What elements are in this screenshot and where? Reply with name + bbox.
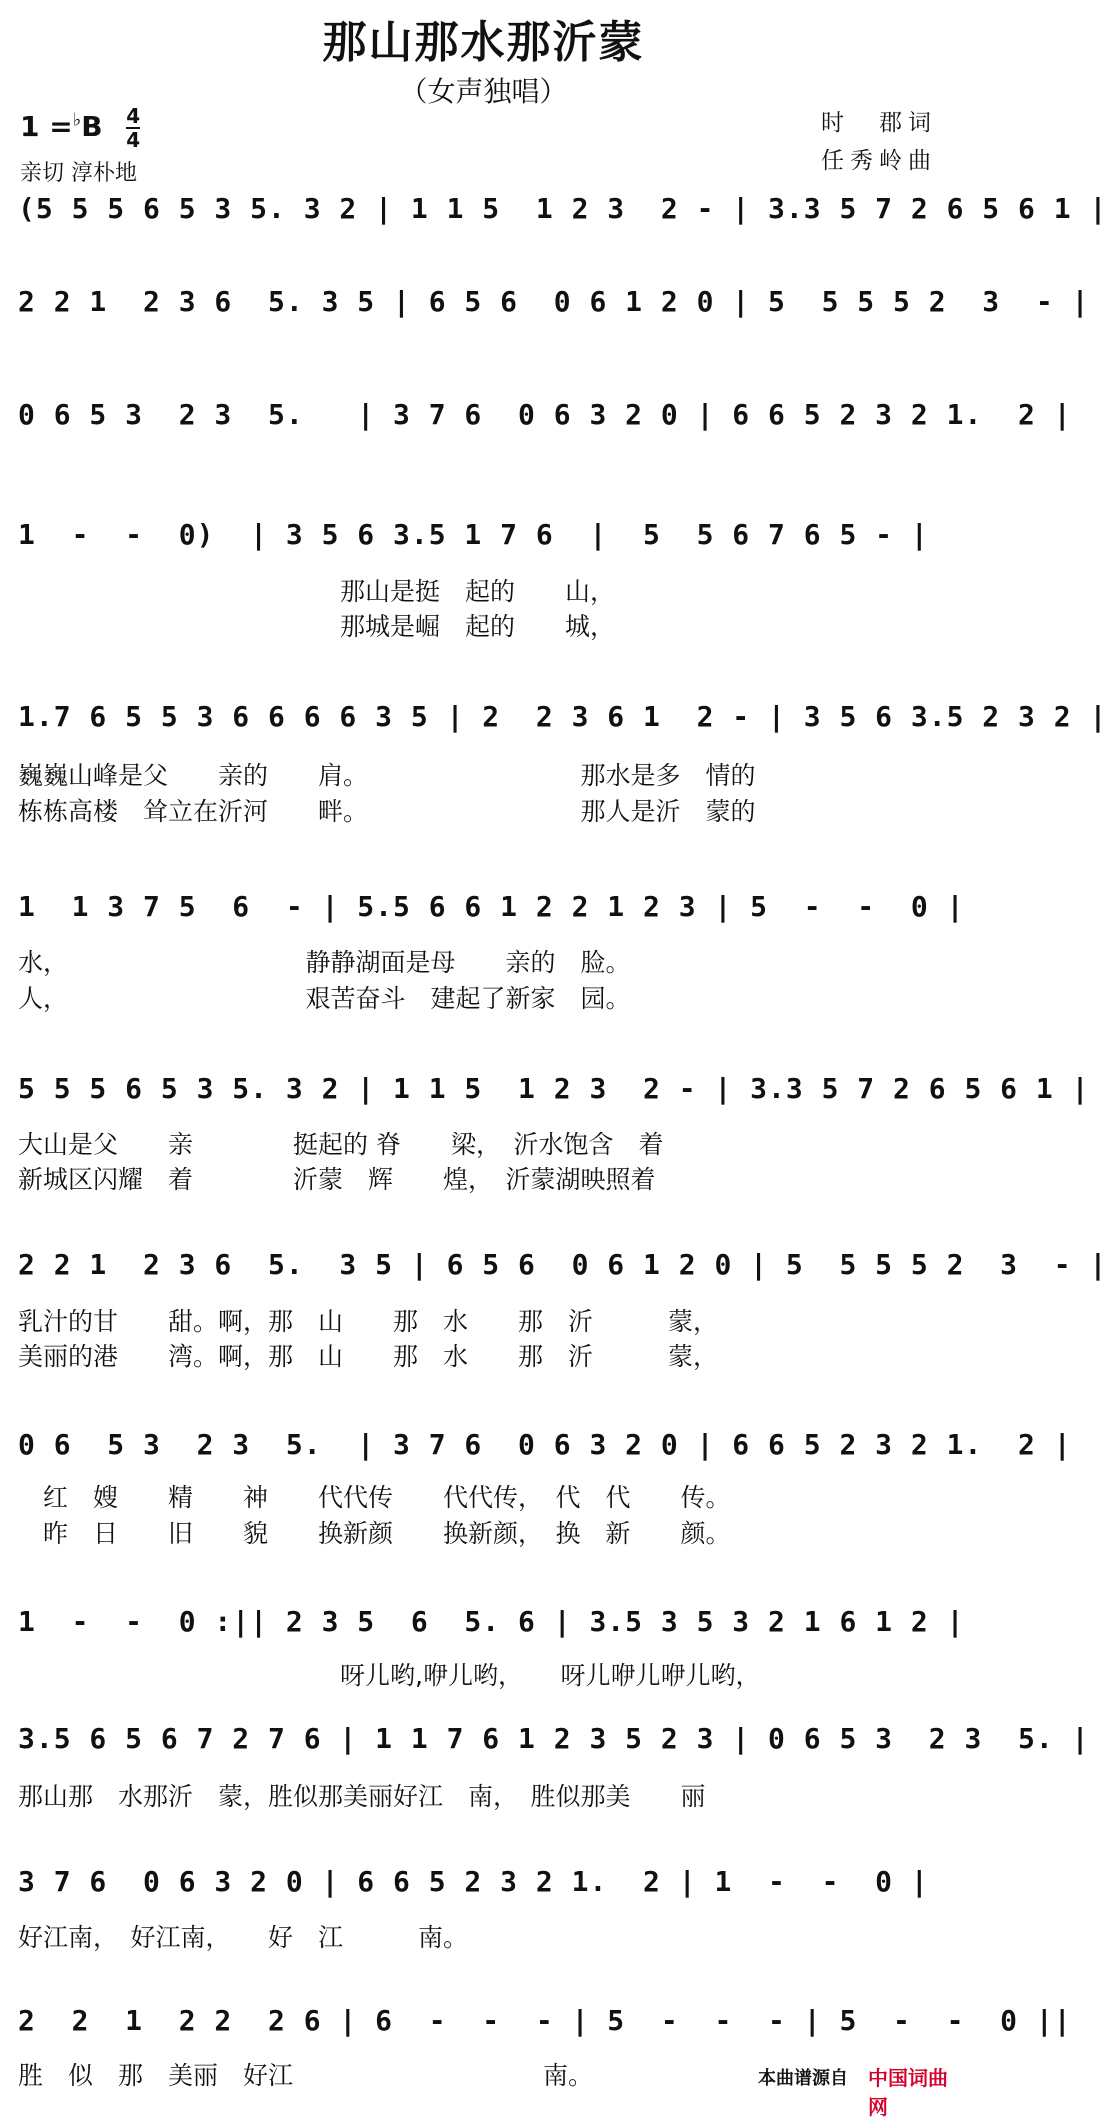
lyricist-credit: 时 郡词 bbox=[821, 110, 937, 136]
lyric-6-verse-2: 人， 艰苦奋斗 建起了新家 园。 bbox=[18, 984, 631, 1013]
lyric-13: 胜 似 那 美丽 好江 南。 bbox=[18, 2061, 594, 2090]
time-bottom: 4 bbox=[126, 128, 141, 152]
key-signature bbox=[20, 105, 140, 151]
lyric-6-verse-1: 水， 静静湖面是母 亲的 脸。 bbox=[18, 948, 631, 977]
score-row-3: 0 6 5 3 2 3 5. | 3 7 6 0 6 3 2 0 | 6 6 5 2 3 2 1. 2 | bbox=[18, 398, 1072, 431]
lyric-11: 那山那 水那沂 蒙，胜似那美丽好江 南， 胜似那美 丽 bbox=[18, 1782, 706, 1811]
song-subtitle: （女声独唱） bbox=[399, 75, 568, 108]
lyric-10: 呀儿哟,咿儿哟， 呀儿咿儿咿儿哟， bbox=[340, 1661, 761, 1690]
score-row-9: 0 6 5 3 2 3 5. | 3 7 6 0 6 3 2 0 | 6 6 5 2 3 2 1. 2 | bbox=[18, 1428, 1072, 1461]
score-row-12: 3 7 6 0 6 3 2 0 | 6 6 5 2 3 2 1. 2 | 1 - - 0 | bbox=[18, 1865, 929, 1898]
lyric-5-verse-2: 栋栋高楼 耸立在沂河 畔。 那人是沂 蒙的 bbox=[18, 797, 756, 826]
lyric-8-verse-2: 美丽的港 湾。啊，那 山 那 水 那 沂 蒙， bbox=[18, 1342, 719, 1371]
score-row-2: 2 2 1 2 3 6 5. 3 5 | 6 5 6 0 6 1 2 0 | 5 5 5 5 2 3 - | bbox=[18, 285, 1090, 318]
lyric-7-verse-1: 大山是父 亲 挺起的 脊 梁， 沂水饱含 着 bbox=[18, 1130, 664, 1159]
key-note: B bbox=[81, 110, 103, 143]
score-row-4: 1 - - 0) | 3 5 6 3.5 1 7 6 | 5 5 6 7 6 5 - | bbox=[18, 518, 929, 551]
composer-credit: 任秀岭曲 bbox=[821, 148, 937, 174]
score-row-10: 1 - - 0 :|| 2 3 5 6 5. 6 | 3.5 3 5 3 2 1 6 1 2 | bbox=[18, 1605, 965, 1638]
score-row-5: 1.7 6 5 5 3 6 6 6 6 3 5 | 2 2 3 6 1 2 - | 3 5 6 3.5 2 3 2 | bbox=[18, 700, 1107, 733]
tempo-marking: 亲切 淳朴地 bbox=[20, 161, 137, 186]
lyric-4-verse-2: 那城是崛 起的 城， bbox=[340, 612, 616, 641]
lyric-8-verse-1: 乳汁的甘 甜。啊，那 山 那 水 那 沂 蒙， bbox=[18, 1307, 719, 1336]
time-signature bbox=[126, 105, 140, 151]
lyric-9-verse-2: 昨 日 旧 貌 换新颜 换新颜， 换 新 颜。 bbox=[18, 1519, 731, 1548]
site-watermark[interactable]: 中国词曲网 bbox=[868, 2066, 948, 2119]
lyric-12: 好江南， 好江南， 好 江 南。 bbox=[18, 1923, 469, 1952]
key-prefix: 1 = bbox=[20, 110, 73, 143]
score-row-11: 3.5 6 5 6 7 2 7 6 | 1 1 7 6 1 2 3 5 2 3 | 0 6 5 3 2 3 5. | bbox=[18, 1722, 1090, 1755]
lyric-9-verse-1: 红 嫂 精 神 代代传 代代传， 代 代 传。 bbox=[18, 1483, 731, 1512]
score-row-1: (5 5 5 6 5 3 5. 3 2 | 1 1 5 1 2 3 2 - | 3.3 5 7 2 6 5 6 1 | bbox=[18, 192, 1107, 225]
score-row-8: 2 2 1 2 3 6 5. 3 5 | 6 5 6 0 6 1 2 0 | 5 5 5 5 2 3 - | bbox=[18, 1248, 1107, 1281]
source-note: 本曲谱源自 bbox=[758, 2068, 848, 2089]
score-row-7: 5 5 5 6 5 3 5. 3 2 | 1 1 5 1 2 3 2 - | 3.3 5 7 2 6 5 6 1 | bbox=[18, 1072, 1090, 1105]
score-row-13: 2 2 1 2 2 2 6 | 6 - - - | 5 - - - | 5 - - 0 || bbox=[18, 2004, 1072, 2037]
flat-sign: ♭ bbox=[72, 109, 82, 131]
lyric-7-verse-2: 新城区闪耀 着 沂蒙 辉 煌， 沂蒙湖映照着 bbox=[18, 1165, 656, 1194]
time-top: 4 bbox=[126, 104, 141, 128]
score-row-6: 1 1 3 7 5 6 - | 5.5 6 6 1 2 2 1 2 3 | 5 - - 0 | bbox=[18, 890, 965, 923]
song-title: 那山那水那沂蒙 bbox=[322, 17, 645, 68]
lyric-5-verse-1: 巍巍山峰是父 亲的 肩。 那水是多 情的 bbox=[18, 761, 756, 790]
lyric-4-verse-1: 那山是挺 起的 山， bbox=[340, 577, 616, 606]
